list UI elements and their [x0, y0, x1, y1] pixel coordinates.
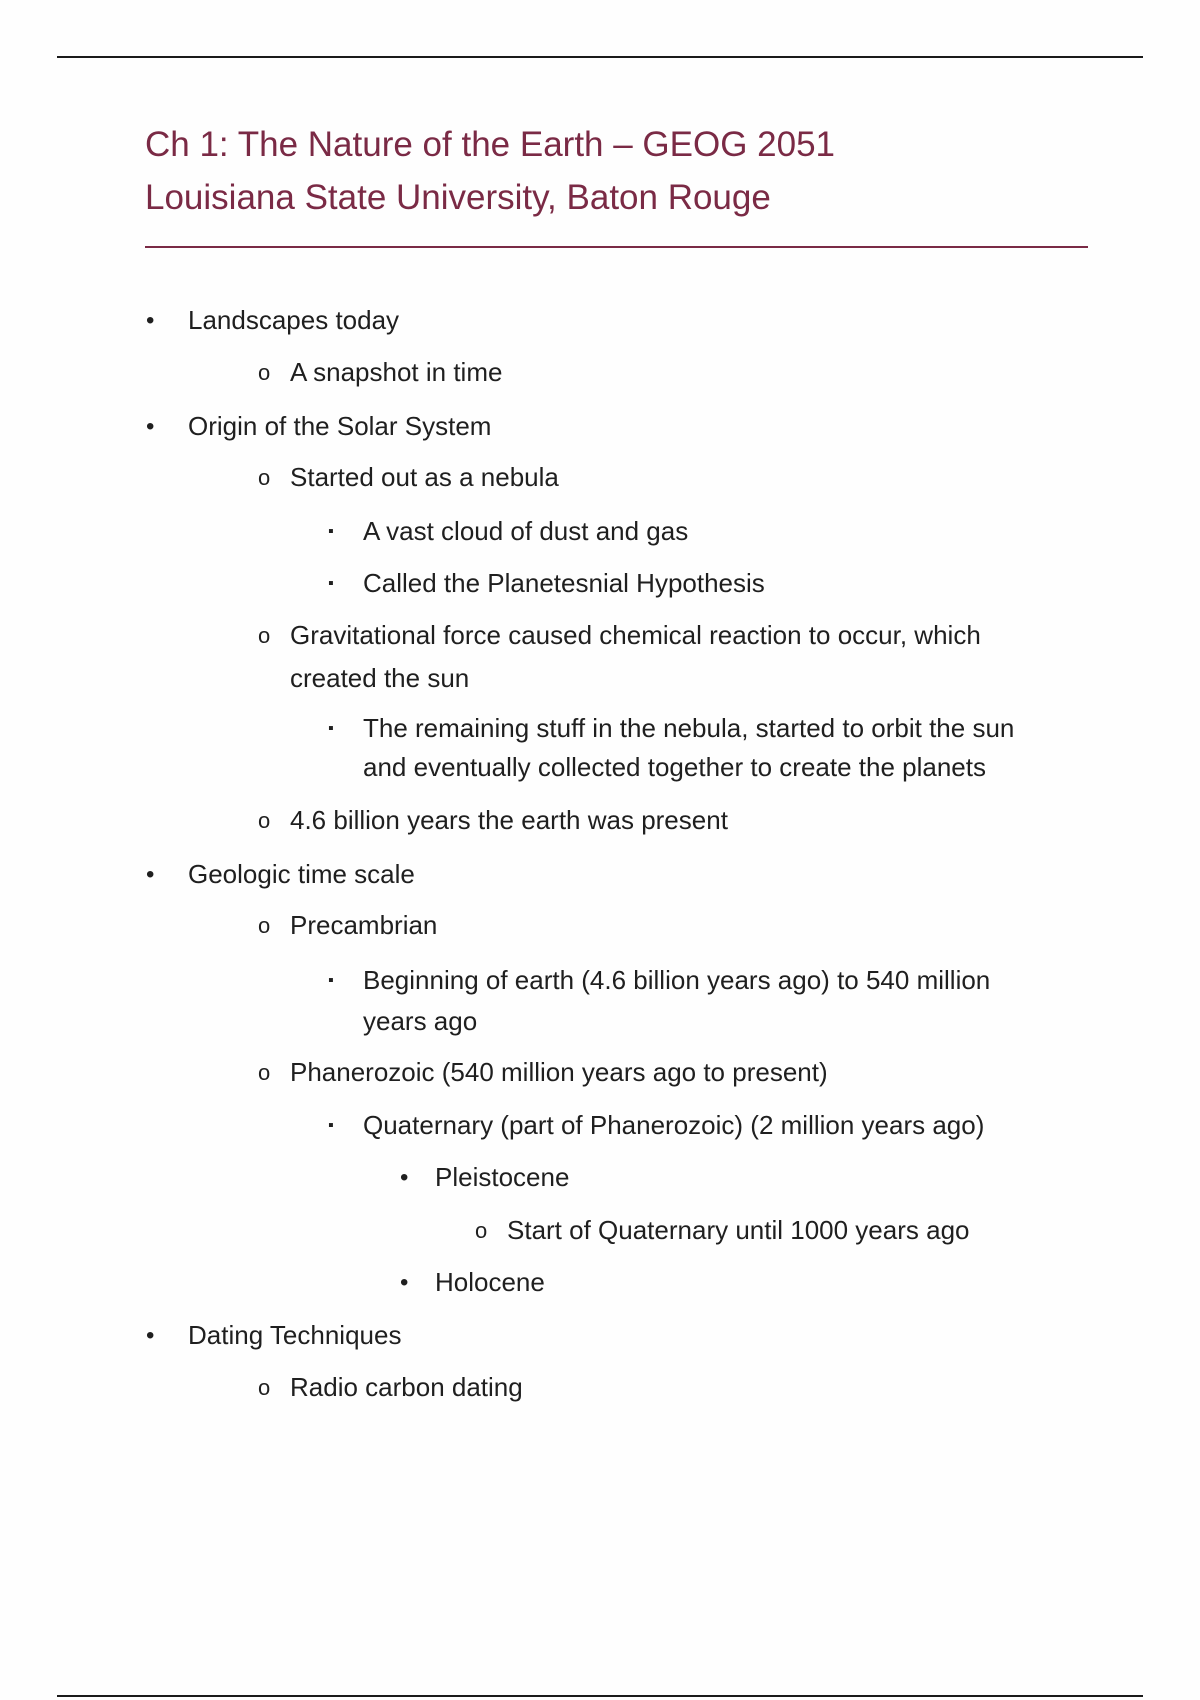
- list-item: ▪ Beginning of earth (4.6 billion years ago) to 540 million years ago: [363, 960, 990, 1042]
- circle-bullet-icon: o: [258, 465, 271, 490]
- list-item: ▪ A vast cloud of dust and gas: [363, 512, 688, 551]
- list-item: ▪ Called the Planetesnial Hypothesis: [363, 564, 765, 603]
- circle-bullet-icon: o: [258, 913, 271, 938]
- list-item: o Radio carbon dating: [290, 1368, 523, 1407]
- list-item: o Precambrian: [290, 906, 437, 945]
- list-item: ▪ The remaining stuff in the nebula, started to orbit the sun and eventually collected together to create the planets: [363, 709, 1014, 787]
- circle-bullet-icon: o: [475, 1218, 488, 1243]
- list-item: o 4.6 billion years the earth was present: [290, 801, 728, 840]
- list-item: o Phanerozoic (540 million years ago to present): [290, 1053, 828, 1092]
- circle-bullet-icon: o: [258, 623, 271, 648]
- disc-bullet-icon: •: [146, 413, 155, 440]
- list-item: o Start of Quaternary until 1000 years ago: [507, 1211, 970, 1250]
- list-item: • Geologic time scale: [188, 855, 415, 894]
- list-item: o Started out as a nebula: [290, 458, 559, 497]
- square-bullet-icon: ▪: [328, 720, 334, 737]
- square-bullet-icon: ▪: [328, 972, 334, 989]
- list-item: • Dating Techniques: [188, 1316, 401, 1355]
- list-item: ▪ Quaternary (part of Phanerozoic) (2 million years ago): [363, 1106, 984, 1145]
- square-bullet-icon: ▪: [328, 523, 334, 540]
- list-item: • Pleistocene: [435, 1158, 569, 1197]
- circle-bullet-icon: o: [258, 1060, 271, 1085]
- title-line-university: Louisiana State University, Baton Rouge: [145, 178, 771, 217]
- disc-bullet-icon: •: [400, 1269, 409, 1296]
- circle-bullet-icon: o: [258, 360, 271, 385]
- page-bottom-rule: [57, 1695, 1143, 1697]
- square-bullet-icon: ▪: [328, 1117, 334, 1134]
- list-item: • Landscapes today: [188, 301, 399, 340]
- list-item: o Gravitational force caused chemical reaction to occur, which created the sun: [290, 614, 981, 700]
- circle-bullet-icon: o: [258, 808, 271, 833]
- square-bullet-icon: ▪: [328, 575, 334, 592]
- list-item: • Holocene: [435, 1263, 545, 1302]
- disc-bullet-icon: •: [146, 861, 155, 888]
- disc-bullet-icon: •: [146, 307, 155, 334]
- title-line-course: Ch 1: The Nature of the Earth – GEOG 2051: [145, 125, 836, 164]
- list-item: o A snapshot in time: [290, 353, 502, 392]
- disc-bullet-icon: •: [146, 1322, 155, 1349]
- circle-bullet-icon: o: [258, 1375, 271, 1400]
- list-item: • Origin of the Solar System: [188, 407, 491, 446]
- disc-bullet-icon: •: [400, 1164, 409, 1191]
